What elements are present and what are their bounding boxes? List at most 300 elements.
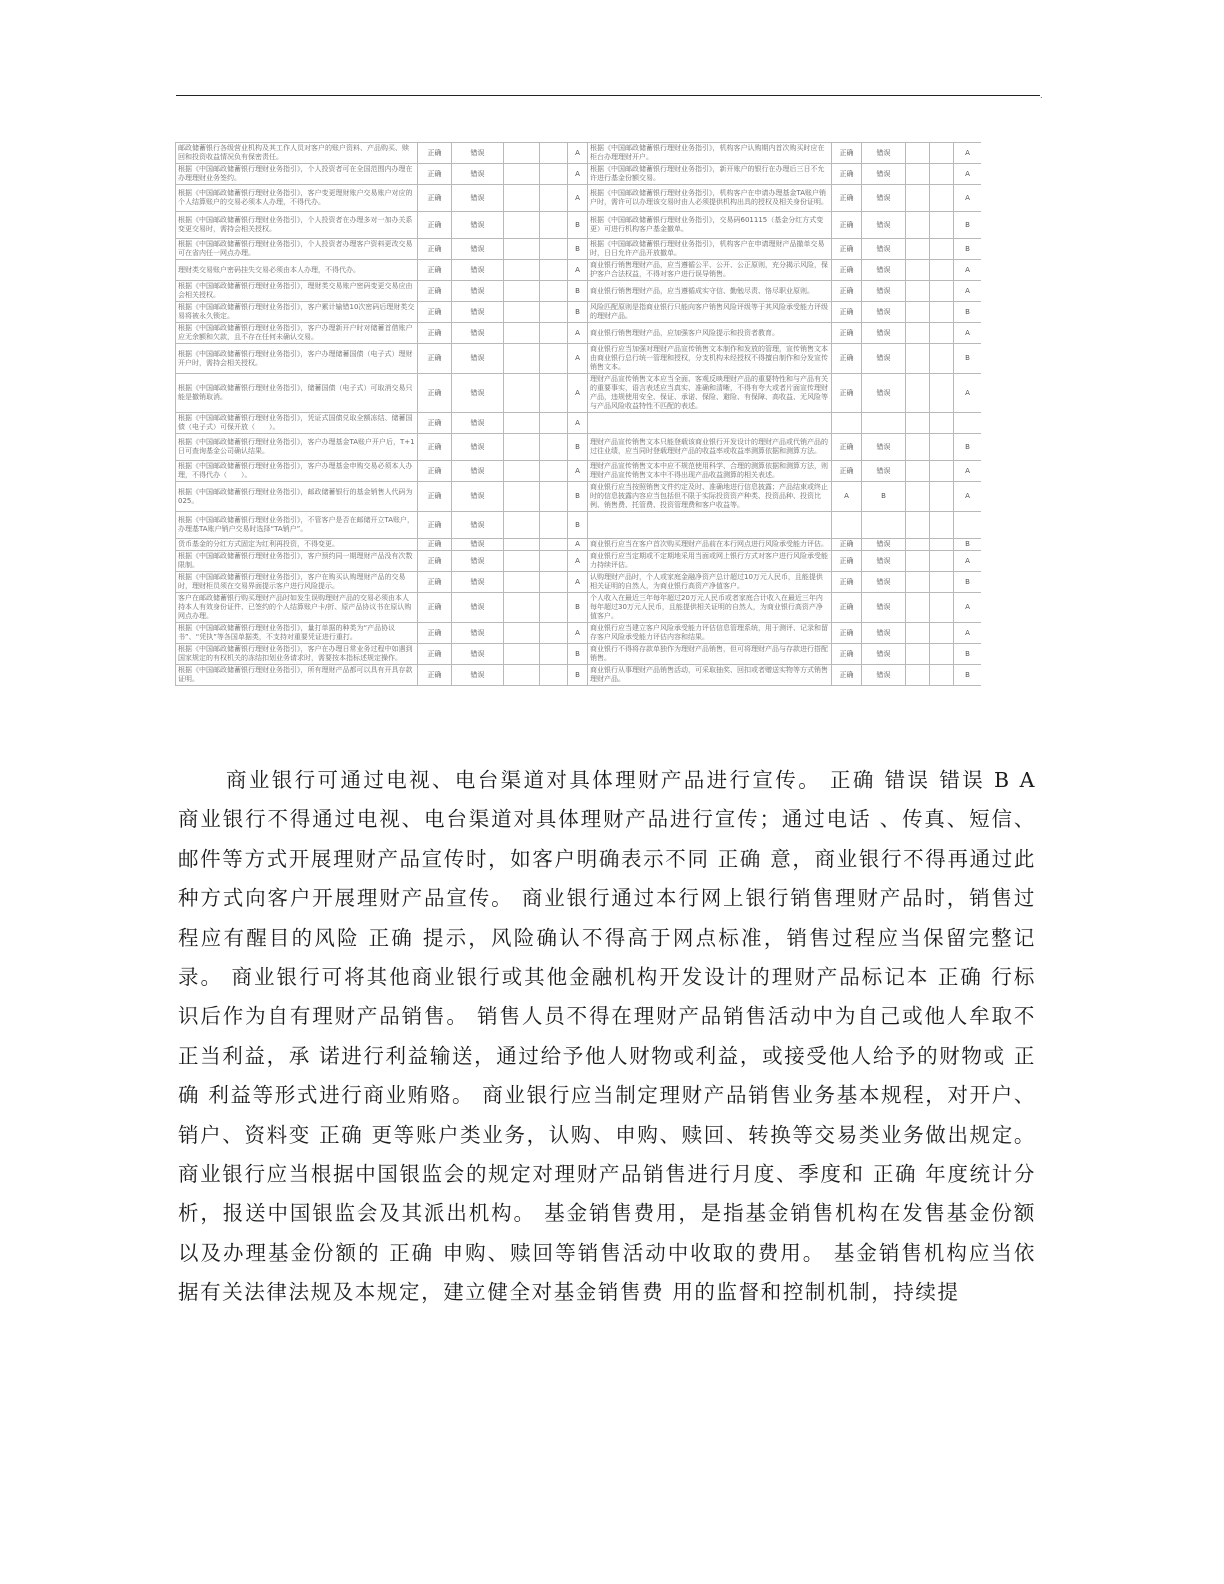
question-left: 根据《中国邮政储蓄银行理财业务指引》，个人投资者可在全国范围内办理在办理理财业务签约。 <box>176 164 418 185</box>
table-row <box>176 344 982 374</box>
blank-cell <box>906 185 930 212</box>
table-row <box>176 512 982 539</box>
option-b-left: 错误 <box>452 374 504 413</box>
blank-cell <box>540 344 568 374</box>
blank-cell <box>906 260 930 281</box>
blank-cell <box>504 185 540 212</box>
answer-left: B <box>568 665 588 686</box>
option-a-left: 正确 <box>418 665 452 686</box>
question-right: 根据《中国邮政储蓄银行理财业务指引》，机构客户在申请办理基金TA账户销户时，需许可以办理该交易时由人必须提供机构出具的授权及相关身份证明。 <box>588 185 832 212</box>
table-row <box>176 551 982 572</box>
question-left: 根据《中国邮政储蓄银行理财业务指引》，客户在购买认购理财产品的交易时，理财柜员须在交易界面提示客户进行风险提示。 <box>176 572 418 593</box>
answer-right: A <box>954 374 982 413</box>
option-b-left: 错误 <box>452 344 504 374</box>
answer-right <box>954 512 982 539</box>
blank-cell <box>504 164 540 185</box>
question-left: 邮政储蓄银行各级营业机构及其工作人员对客户的账户资料、产品购买、赎回和投资收益情况负有保密责任。 <box>176 143 418 164</box>
option-b-right: 错误 <box>862 572 906 593</box>
blank-cell <box>540 212 568 239</box>
option-a-right <box>832 413 862 434</box>
blank-cell <box>504 461 540 482</box>
blank-cell <box>930 260 954 281</box>
option-a-left: 正确 <box>418 413 452 434</box>
option-b-right: 错误 <box>862 539 906 551</box>
question-left: 根据《中国邮政储蓄银行理财业务指引》，客户办理基金TA账户开户后，T+1日可查询基金公司确认结果。 <box>176 434 418 461</box>
blank-cell <box>906 644 930 665</box>
answer-left: A <box>568 164 588 185</box>
option-b-left: 错误 <box>452 323 504 344</box>
option-b-right: 错误 <box>862 260 906 281</box>
table-row <box>176 593 982 623</box>
blank-cell <box>930 239 954 260</box>
option-a-right: 正确 <box>832 593 862 623</box>
option-b-left: 错误 <box>452 665 504 686</box>
question-right: 根据《中国邮政储蓄银行理财业务指引》，机构客户认购期内首次购买时应在柜台办理理财开户。 <box>588 143 832 164</box>
answer-right: B <box>954 539 982 551</box>
option-a-left: 正确 <box>418 551 452 572</box>
blank-cell <box>906 623 930 644</box>
blank-cell <box>540 512 568 539</box>
option-b-left: 错误 <box>452 185 504 212</box>
question-right <box>588 512 832 539</box>
option-a-right: 正确 <box>832 323 862 344</box>
blank-cell <box>906 143 930 164</box>
blank-cell <box>930 482 954 512</box>
blank-cell <box>504 665 540 686</box>
table-row <box>176 572 982 593</box>
option-a-right: 正确 <box>832 212 862 239</box>
answer-left: B <box>568 212 588 239</box>
blank-cell <box>540 374 568 413</box>
question-right: 商业银行应当加强对理财产品宣传销售文本制作和发放的管理，宣传销售文本由商业银行总行统一管理和授权，分支机构未经授权不得擅自制作和分发宣传销售文本。 <box>588 344 832 374</box>
blank-cell <box>906 665 930 686</box>
blank-cell <box>504 572 540 593</box>
option-a-right: 正确 <box>832 374 862 413</box>
blank-cell <box>540 143 568 164</box>
blank-cell <box>930 461 954 482</box>
question-left: 根据《中国邮政储蓄银行理财业务指引》，不管客户是否在邮储开立TA账户，办理基TA账户销户交易时选择“TA销户”。 <box>176 512 418 539</box>
option-a-left: 正确 <box>418 281 452 302</box>
answer-left: A <box>568 143 588 164</box>
blank-cell <box>540 281 568 302</box>
answer-left: A <box>568 539 588 551</box>
answer-left: A <box>568 413 588 434</box>
option-b-right: 错误 <box>862 344 906 374</box>
option-a-left: 正确 <box>418 512 452 539</box>
question-left: 根据《中国邮政储蓄银行理财业务指引》，客户累计输错10次密码后理财类交易将被永久锁定。 <box>176 302 418 323</box>
option-a-right: 正确 <box>832 644 862 665</box>
option-b-right <box>862 413 906 434</box>
answer-left: B <box>568 644 588 665</box>
option-a-right: 正确 <box>832 164 862 185</box>
question-right: 根据《中国邮政储蓄银行理财业务指引》，新开账户的银行在办理后三日不允许进行基金份额交易。 <box>588 164 832 185</box>
blank-cell <box>930 413 954 434</box>
option-a-right: 正确 <box>832 572 862 593</box>
blank-cell <box>504 239 540 260</box>
question-left: 根据《中国邮政储蓄银行理财业务指引》，理财类交易账户密码变更交易应由会相关授权。 <box>176 281 418 302</box>
blank-cell <box>906 539 930 551</box>
option-a-left: 正确 <box>418 239 452 260</box>
blank-cell <box>930 623 954 644</box>
option-b-left: 错误 <box>452 260 504 281</box>
table-row <box>176 461 982 482</box>
question-left: 根据《中国邮政储蓄银行理财业务指引》，个人投资者办理客户资料更改交易可在省内任一网点办理。 <box>176 239 418 260</box>
blank-cell <box>906 413 930 434</box>
answer-left: A <box>568 260 588 281</box>
option-a-left: 正确 <box>418 374 452 413</box>
table-row <box>176 623 982 644</box>
blank-cell <box>930 572 954 593</box>
question-left: 根据《中国邮政储蓄银行理财业务指引》，个人投资者在办理多对一加办关系变更交易时，需持会相关授权。 <box>176 212 418 239</box>
blank-cell <box>930 374 954 413</box>
answer-left: A <box>568 623 588 644</box>
blank-cell <box>906 374 930 413</box>
option-b-left: 错误 <box>452 434 504 461</box>
option-b-left: 错误 <box>452 413 504 434</box>
option-b-left: 错误 <box>452 572 504 593</box>
option-b-right: 错误 <box>862 239 906 260</box>
blank-cell <box>504 593 540 623</box>
table-row <box>176 323 982 344</box>
blank-cell <box>540 260 568 281</box>
blank-cell <box>906 302 930 323</box>
question-left: 根据《中国邮政储蓄银行理财业务指引》，邮政储蓄银行的基金销售人代码为025。 <box>176 482 418 512</box>
answer-left: B <box>568 239 588 260</box>
blank-cell <box>540 551 568 572</box>
option-b-right: 错误 <box>862 281 906 302</box>
question-left: 根据《中国邮政储蓄银行理财业务指引》，客户办理基金申购交易必须本人办理，不得代办（ ）。 <box>176 461 418 482</box>
table-row <box>176 413 982 434</box>
table-row <box>176 665 982 686</box>
question-right: 商业银行销售理财产品，应当遵循公平、公开、公正原则，充分揭示风险，保护客户合法权益，不得对客户进行误导销售。 <box>588 260 832 281</box>
option-b-left: 错误 <box>452 551 504 572</box>
answer-right: A <box>954 164 982 185</box>
answer-left: A <box>568 461 588 482</box>
option-b-right: 错误 <box>862 323 906 344</box>
question-right: 商业银行从事理财产品销售活动，可采取抽奖、回扣或者赠送实物等方式销售理财产品。 <box>588 665 832 686</box>
answer-right: B <box>954 644 982 665</box>
blank-cell <box>906 461 930 482</box>
answer-left: B <box>568 434 588 461</box>
table-row <box>176 644 982 665</box>
answer-left: B <box>568 512 588 539</box>
blank-cell <box>906 239 930 260</box>
table-row <box>176 539 982 551</box>
question-right: 商业银行销售理财产品，应当遵循成实守信、勤勉尽责、恪尽职业原则。 <box>588 281 832 302</box>
blank-cell <box>504 260 540 281</box>
question-left: 根据《中国邮政储蓄银行理财业务指引》，所有理财产品都可以具有开具存款证明。 <box>176 665 418 686</box>
answer-right <box>954 413 982 434</box>
option-a-right: 正确 <box>832 623 862 644</box>
blank-cell <box>540 413 568 434</box>
question-right <box>588 413 832 434</box>
question-left: 根据《中国邮政储蓄银行理财业务指引》，客户在办理日常业务过程中如遇到国家规定的有权机关的冻结扣划业务请求时，需要按本指标述规定操作。 <box>176 644 418 665</box>
answer-left: A <box>568 344 588 374</box>
question-right: 理财产品宣传销售文本中应不规范使用科学、合理的测算依据和测算方法，则理财产品宣传销售文本中不得出现产品收益测算的相关表述。 <box>588 461 832 482</box>
body-paragraph: 商业银行可通过电视、电台渠道对具体理财产品进行宣传。 正确 错误 错误 B A 商业银行不得通过电视、电台渠道对具体理财产品进行宣传；通过电话 、传真、短信、邮件等方式开展理财产品宣传时，如客户明确表示不同 正确 意，商业银行不得再通过此种方式向客户开展理财产品宣传。 商业银行通过本行网上银行销售理财产品时，销售过程应有醒目的风险 正确 提示，风险确认不得高于网点标准，销售过程应当保留完整记录。 商业银行可将其他商业银行或其他金融机构开发设计的理财产品标记本 正确 行标识后作为自有理财产品销售。 销售人员不得在理财产品销售活动中为自己或他人牟取不正当利益，承 诺进行利益输送，通过给予他人财物或利益，或接受他人给予的财物或 正确 利益等形式进行商业贿赂。 商业银行应当制定理财产品销售业务基本规程，对开户、销户、资料变 正确 更等账户类业务，认购、申购、赎回、转换等交易类业务做出规定。 商业银行应当根据中国银监会的规定对理财产品销售进行月度、季度和 正确 年度统计分析，报送中国银监会及其派出机构。 基金销售费用，是指基金销售机构在发售基金份额以及办理基金份额的 正确 申购、赎回等销售活动中收取的费用。 基金销售机构应当依据有关法律法规及本规定，建立健全对基金销售费 用的监督和控制机制，持续提 <box>178 768 1036 1305</box>
option-b-left: 错误 <box>452 512 504 539</box>
option-a-left: 正确 <box>418 623 452 644</box>
blank-cell <box>504 482 540 512</box>
option-a-left: 正确 <box>418 644 452 665</box>
blank-cell <box>930 512 954 539</box>
question-table <box>175 142 981 686</box>
option-b-right: 错误 <box>862 302 906 323</box>
option-b-right: 错误 <box>862 623 906 644</box>
option-a-left: 正确 <box>418 143 452 164</box>
option-a-right: 正确 <box>832 539 862 551</box>
table-row <box>176 239 982 260</box>
option-b-left: 错误 <box>452 593 504 623</box>
option-b-right: 错误 <box>862 593 906 623</box>
option-b-right: 错误 <box>862 212 906 239</box>
question-left: 客户在邮政储蓄银行购买理财产品时如发生误购理财产品的交易必须由本人持本人有效身份证件、已签约的个人结算账户卡/折、原产品协议书在原认购网点办理。 <box>176 593 418 623</box>
blank-cell <box>930 434 954 461</box>
option-b-right: 错误 <box>862 164 906 185</box>
blank-cell <box>930 644 954 665</box>
option-b-right: 错误 <box>862 665 906 686</box>
option-a-right: 正确 <box>832 143 862 164</box>
question-right: 认购理财产品时，个人或家庭金融净资产总计超过10万元人民币，且能提供相关证明的自然人，为商业银行高资产净值客户。 <box>588 572 832 593</box>
blank-cell <box>540 665 568 686</box>
option-b-left: 错误 <box>452 239 504 260</box>
question-left: 根据《中国邮政储蓄银行理财业务指引》，凭证式国债兑取全额冻结、储蓄国债（电子式）可保开放（ ）。 <box>176 413 418 434</box>
table-row <box>176 281 982 302</box>
blank-cell <box>504 281 540 302</box>
answer-right: B <box>954 212 982 239</box>
blank-cell <box>540 302 568 323</box>
blank-cell <box>906 593 930 623</box>
blank-cell <box>930 665 954 686</box>
option-a-right: A <box>832 482 862 512</box>
blank-cell <box>504 344 540 374</box>
question-right: 根据《中国邮政储蓄银行理财业务指引》，机构客户在申请理财产品撤单交易时，日日允许产品开放撤单。 <box>588 239 832 260</box>
option-b-right: 错误 <box>862 374 906 413</box>
question-right: 商业银行销售理财产品，应加强客户风险提示和投资者教育。 <box>588 323 832 344</box>
answer-right: A <box>954 551 982 572</box>
answer-left: A <box>568 185 588 212</box>
blank-cell <box>540 623 568 644</box>
blank-cell <box>906 434 930 461</box>
answer-right: A <box>954 623 982 644</box>
blank-cell <box>930 323 954 344</box>
option-a-left: 正确 <box>418 572 452 593</box>
answer-left: A <box>568 374 588 413</box>
question-left: 根据《中国邮政储蓄银行理财业务指引》，客户办理储蓄国债（电子式）理财开户时，需持会相关授权。 <box>176 344 418 374</box>
option-b-right: 错误 <box>862 551 906 572</box>
blank-cell <box>504 434 540 461</box>
answer-right: B <box>954 239 982 260</box>
question-right: 理财产品宣传销售文本只能登载该商业银行开发设计的理财产品或代销产品的过往业绩，应当同时登载理财产品的收益率或收益率测算依据和测算方法。 <box>588 434 832 461</box>
option-a-left: 正确 <box>418 185 452 212</box>
option-a-left: 正确 <box>418 461 452 482</box>
option-b-right <box>862 512 906 539</box>
option-a-right: 正确 <box>832 665 862 686</box>
question-table-image <box>175 142 981 730</box>
table-row <box>176 374 982 413</box>
answer-right: A <box>954 260 982 281</box>
option-a-left: 正确 <box>418 164 452 185</box>
question-left: 根据《中国邮政储蓄银行理财业务指引》，客户办理新开户时对储蓄首借账户应无余额和欠款，且不存在任何未确认交易。 <box>176 323 418 344</box>
question-left: 理财类交易账户密码挂失交易必须由本人办理，不得代办。 <box>176 260 418 281</box>
answer-right: A <box>954 281 982 302</box>
table-row <box>176 164 982 185</box>
answer-right: A <box>954 143 982 164</box>
option-a-left: 正确 <box>418 260 452 281</box>
blank-cell <box>504 539 540 551</box>
answer-right: A <box>954 185 982 212</box>
blank-cell <box>930 281 954 302</box>
question-right: 商业银行应当按照销售文件约定及时、准确地进行信息披露；产品结束或终止时的信息披露内容应当包括但不限于实际投资资产种类、投资品种、投资比例、销售费、托管费、投资管理费和客户收益等。 <box>588 482 832 512</box>
option-a-right <box>832 512 862 539</box>
blank-cell <box>906 551 930 572</box>
blank-cell <box>930 551 954 572</box>
blank-cell <box>930 164 954 185</box>
question-left: 根据《中国邮政储蓄银行理财业务指引》，储蓄国债（电子式）可取消交易只能是撤销取消。 <box>176 374 418 413</box>
option-b-left: 错误 <box>452 212 504 239</box>
option-a-left: 正确 <box>418 344 452 374</box>
blank-cell <box>540 539 568 551</box>
answer-right: B <box>954 434 982 461</box>
blank-cell <box>504 551 540 572</box>
option-a-left: 正确 <box>418 323 452 344</box>
blank-cell <box>906 281 930 302</box>
table-row <box>176 212 982 239</box>
answer-right: B <box>954 572 982 593</box>
answer-right: A <box>954 482 982 512</box>
question-right: 理财产品宣传销售文本应当全面、客观反映理财产品的重要特性和与产品有关的重要事实，语言表述应当真实、准确和清晰，不得有夸大或者片面宣传理财产品，违规使用安全、保证、承诺、保险、避险、有保障、高收益、无风险等与产品风险收益特性不匹配的表述。 <box>588 374 832 413</box>
answer-right: A <box>954 323 982 344</box>
option-b-right: 错误 <box>862 143 906 164</box>
blank-cell <box>540 185 568 212</box>
option-a-left: 正确 <box>418 539 452 551</box>
option-b-right: B <box>862 482 906 512</box>
blank-cell <box>930 185 954 212</box>
question-left: 根据《中国邮政储蓄银行理财业务指引》，客户变更理财账户交易账户对应的个人结算账户的交易必须本人办理，不得代办。 <box>176 185 418 212</box>
answer-left: B <box>568 482 588 512</box>
blank-cell <box>930 593 954 623</box>
answer-left: B <box>568 281 588 302</box>
option-a-right: 正确 <box>832 239 862 260</box>
table-row <box>176 143 982 164</box>
blank-cell <box>906 482 930 512</box>
blank-cell <box>504 143 540 164</box>
blank-cell <box>930 143 954 164</box>
table-row <box>176 482 982 512</box>
option-b-left: 错误 <box>452 302 504 323</box>
answer-left: A <box>568 551 588 572</box>
option-b-left: 错误 <box>452 164 504 185</box>
option-a-right: 正确 <box>832 281 862 302</box>
answer-right: B <box>954 665 982 686</box>
option-b-right: 错误 <box>862 461 906 482</box>
blank-cell <box>906 323 930 344</box>
question-left: 根据《中国邮政储蓄银行理财业务指引》，客户预约同一期理财产品没有次数限制。 <box>176 551 418 572</box>
blank-cell <box>540 593 568 623</box>
header-dot: . <box>1040 91 1043 100</box>
blank-cell <box>504 212 540 239</box>
blank-cell <box>906 512 930 539</box>
blank-cell <box>930 344 954 374</box>
blank-cell <box>930 539 954 551</box>
question-right: 商业银行不得将存款单独作为理财产品销售，但可将理财产品与存款进行搭配销售。 <box>588 644 832 665</box>
question-right: 商业银行应当建立客户风险承受能力评估信息管理系统，用于测评、记录和留存客户风险承受能力评估内容和结果。 <box>588 623 832 644</box>
option-a-left: 正确 <box>418 302 452 323</box>
option-a-left: 正确 <box>418 482 452 512</box>
question-right: 商业银行应当定期或不定期地采用当面或网上银行方式对客户进行风险承受能力持续评估。 <box>588 551 832 572</box>
header-rule <box>176 95 1040 96</box>
blank-cell <box>906 344 930 374</box>
answer-left: B <box>568 593 588 623</box>
blank-cell <box>504 374 540 413</box>
option-a-right: 正确 <box>832 344 862 374</box>
blank-cell <box>906 572 930 593</box>
option-a-left: 正确 <box>418 434 452 461</box>
blank-cell <box>540 482 568 512</box>
blank-cell <box>540 644 568 665</box>
answer-left: B <box>568 302 588 323</box>
option-b-left: 错误 <box>452 482 504 512</box>
table-row <box>176 434 982 461</box>
answer-right: B <box>954 302 982 323</box>
table-row <box>176 185 982 212</box>
option-b-right: 错误 <box>862 644 906 665</box>
blank-cell <box>540 164 568 185</box>
option-b-left: 错误 <box>452 539 504 551</box>
question-left: 根据《中国邮政储蓄银行理财业务指引》，量打单据的种类为“产品协议书”、“凭执”等各国单据类，不支持对重要凭证进行重打。 <box>176 623 418 644</box>
blank-cell <box>504 323 540 344</box>
option-a-left: 正确 <box>418 212 452 239</box>
option-a-right: 正确 <box>832 434 862 461</box>
question-right: 个人收入在最近三年每年超过20万元人民币或者家庭合计收入在最近三年内每年超过30万元人民币，且能提供相关证明的自然人，为商业银行高资产净值客户。 <box>588 593 832 623</box>
question-right: 风险匹配原则是指商业银行只能向客户销售风险评级等于其风险承受能力评级的理财产品。 <box>588 302 832 323</box>
blank-cell <box>540 572 568 593</box>
option-b-left: 错误 <box>452 461 504 482</box>
blank-cell <box>930 302 954 323</box>
option-a-right: 正确 <box>832 461 862 482</box>
answer-right: A <box>954 593 982 623</box>
option-b-right: 错误 <box>862 185 906 212</box>
blank-cell <box>906 164 930 185</box>
option-b-left: 错误 <box>452 281 504 302</box>
blank-cell <box>540 434 568 461</box>
option-b-left: 错误 <box>452 143 504 164</box>
option-b-right: 错误 <box>862 434 906 461</box>
blank-cell <box>540 323 568 344</box>
option-b-left: 错误 <box>452 644 504 665</box>
blank-cell <box>504 302 540 323</box>
option-b-left: 错误 <box>452 623 504 644</box>
answer-left: A <box>568 572 588 593</box>
question-right: 商业银行应当在客户首次购买理财产品前在本行网点进行风险承受能力评估。 <box>588 539 832 551</box>
question-left: 货币基金的分红方式固定为红利再投资，不得变更。 <box>176 539 418 551</box>
blank-cell <box>540 239 568 260</box>
blank-cell <box>504 644 540 665</box>
question-right: 根据《中国邮政储蓄银行理财业务指引》，交易码601115（基金分红方式变更）可进行机构客户基金撤单。 <box>588 212 832 239</box>
blank-cell <box>906 212 930 239</box>
blank-cell <box>504 413 540 434</box>
option-a-right: 正确 <box>832 302 862 323</box>
blank-cell <box>504 623 540 644</box>
option-a-left: 正确 <box>418 593 452 623</box>
table-row <box>176 302 982 323</box>
answer-left: A <box>568 323 588 344</box>
answer-right: B <box>954 344 982 374</box>
blank-cell <box>930 212 954 239</box>
option-a-right: 正确 <box>832 551 862 572</box>
answer-right: A <box>954 461 982 482</box>
blank-cell <box>540 461 568 482</box>
